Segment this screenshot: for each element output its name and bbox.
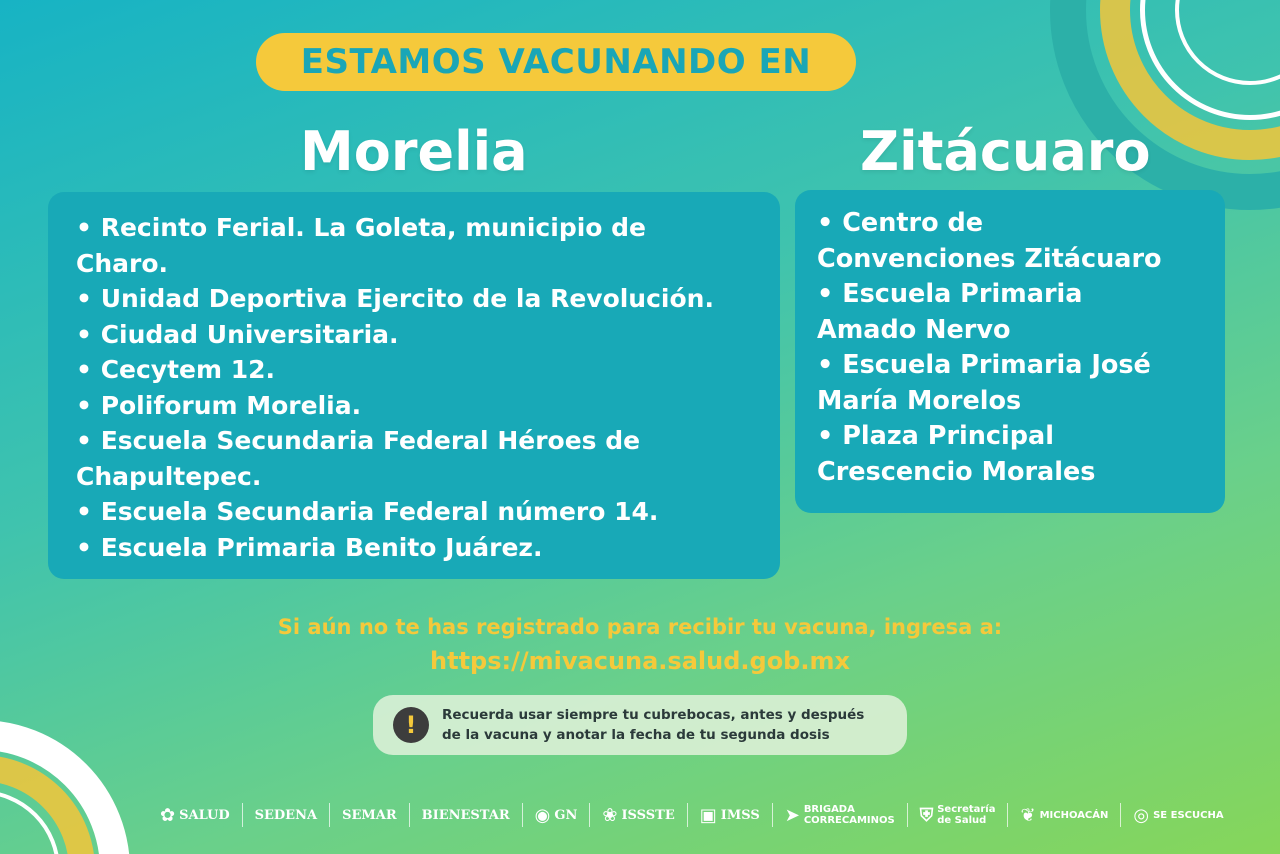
location-line: • Plaza Principal — [817, 419, 1213, 455]
location-line: • Escuela Primaria Benito Juárez. — [76, 530, 758, 566]
location-line: • Recinto Ferial. La Goleta, municipio de — [76, 210, 758, 246]
logo-label: SEDENA — [254, 807, 318, 823]
location-line: Charo. — [76, 248, 169, 278]
divider — [772, 803, 773, 827]
logo-issste — [602, 805, 674, 826]
logo-label: IMSS — [720, 807, 760, 823]
eagle-icon: ✿ — [160, 804, 176, 826]
logo-label: SALUD — [179, 807, 230, 823]
logo-michoacan — [1020, 805, 1108, 826]
logo-label — [804, 804, 895, 826]
divider — [589, 803, 590, 827]
headline-text: ESTAMOS VACUNANDO EN — [300, 42, 812, 82]
reminder-line: de la vacuna y anotar la fecha de tu segunda dosis — [442, 727, 830, 743]
logo-label-line: CORRECAMINOS — [803, 815, 895, 826]
city-title-morelia: Morelia — [300, 120, 528, 183]
logo-gn — [535, 805, 578, 826]
morelia-locations-card — [48, 192, 780, 579]
location-line: • Unidad Deportiva Ejercito de la Revolución. — [76, 281, 758, 317]
logo-secretaria-salud — [920, 804, 996, 826]
logo-semar — [342, 808, 397, 823]
registration-text: Si aún no te has registrado para recibir tu vacuna, ingresa a: — [277, 615, 1003, 639]
logo-sedena — [255, 808, 317, 823]
location-line: María Morelos — [817, 385, 1022, 416]
divider — [1007, 803, 1008, 827]
exclamation-icon: ! — [393, 707, 429, 743]
logo-label: MICHOACÁN — [1039, 809, 1109, 821]
location-line: • Poliforum Morelia. — [76, 388, 758, 424]
location-line: • Cecytem 12. — [76, 352, 758, 388]
location-line: • Escuela Primaria José — [817, 348, 1213, 384]
logo-salud — [160, 805, 230, 826]
shield-icon: ⛨ — [919, 804, 934, 826]
logo-label-line: de Salud — [937, 815, 987, 826]
logo-label-line: Secretaría — [937, 804, 996, 815]
divider — [329, 803, 330, 827]
logo-brigada — [785, 804, 895, 826]
location-line: • Escuela Primaria — [817, 277, 1213, 313]
location-line: • Ciudad Universitaria. — [76, 317, 758, 353]
divider — [409, 803, 410, 827]
divider — [522, 803, 523, 827]
emblem-icon: ▣ — [699, 804, 717, 826]
sponsor-logos — [160, 795, 1250, 835]
logo-label: BIENESTAR — [421, 807, 510, 823]
logo-label: GN — [554, 807, 578, 823]
divider — [1120, 803, 1121, 827]
logo-label — [937, 804, 995, 826]
registration-url: https://mivacuna.salud.gob.mx — [430, 647, 850, 675]
logo-label: SE ESCUCHA — [1153, 809, 1224, 821]
logo-label: ISSSTE — [621, 807, 675, 823]
reminder-text — [442, 705, 864, 745]
mask-reminder — [373, 695, 907, 755]
logo-label-line: BRIGADA — [803, 804, 855, 815]
location-line: Chapultepec. — [76, 461, 262, 491]
divider — [907, 803, 908, 827]
logo-bienestar — [422, 808, 510, 823]
location-line: • Centro de — [817, 206, 1213, 242]
logo-se-escucha — [1133, 805, 1223, 826]
butterfly-icon: ❦ — [1020, 804, 1036, 826]
divider — [242, 803, 243, 827]
location-line: Amado Nervo — [817, 314, 1011, 345]
seal-icon: ◉ — [534, 804, 551, 826]
registration-notice — [0, 610, 1280, 678]
logo-label: SEMAR — [342, 807, 397, 823]
city-title-zitacuaro: Zitácuaro — [860, 120, 1151, 183]
soundwave-icon: ◎ — [1133, 804, 1150, 826]
location-line: • Escuela Secundaria Federal número 14. — [76, 494, 758, 530]
zitacuaro-locations-card — [795, 190, 1225, 513]
logo-imss — [700, 805, 760, 826]
runner-icon: ➤ — [784, 804, 800, 826]
location-line: • Escuela Secundaria Federal Héroes de — [76, 423, 758, 459]
location-line: Crescencio Morales — [817, 456, 1096, 487]
divider — [687, 803, 688, 827]
emblem-icon: ❀ — [602, 804, 618, 826]
reminder-line: Recuerda usar siempre tu cubrebocas, antes y después — [442, 707, 865, 723]
location-line: Convenciones Zitácuaro — [817, 243, 1162, 274]
headline-banner — [256, 33, 856, 91]
